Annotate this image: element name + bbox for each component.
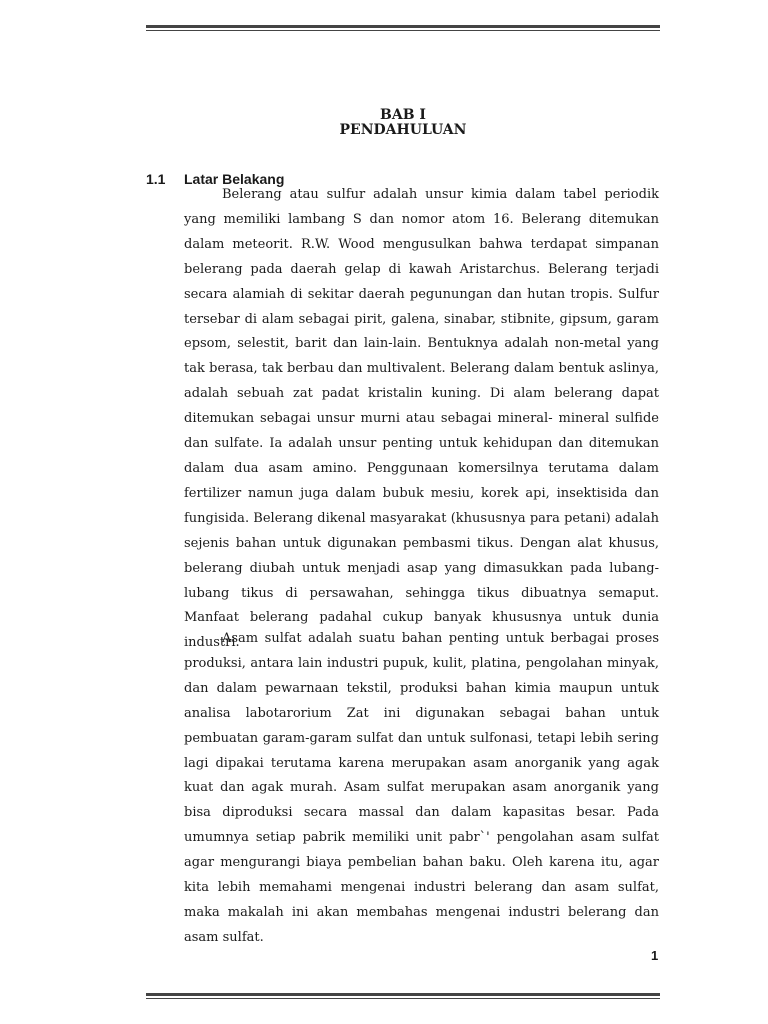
body-paragraph: Belerang atau sulfur adalah unsur kimia dalam tabel periodik yang memiliki lambang S dan nomor atom 16. Belerang ditemukan dalam meteorit. R.W. Wood mengusulkan bahwa terdapat simpanan belerang pada daerah gelap di kawah Aristarchus. Belerang terjadi secara alamiah di sekitar daerah pegunungan dan hutan tropis. Sulfur tersebar di alam sebagai pirit, galena, sinabar, stibnite, gipsum, garam epsom, selestit, barit dan lain-lain. Bentuknya adalah non-metal yang tak berasa, tak berbau dan multivalent. Belerang dalam bentuk aslinya, adalah sebuah zat padat kristalin kuning. Di alam belerang dapat ditemukan sebagai unsur murni atau sebagai mineral- mineral sulfide dan sulfate. Ia adalah unsur penting untuk kehidupan dan ditemukan dalam dua asam amino. Penggunaan komersilnya terutama dalam fertilizer namun juga dalam bubuk mesiu, korek api, insektisida dan fungisida. Belerang dikenal masyarakat (khususnya para petani) adalah sejenis bahan untuk digunakan pembasmi tikus. Dengan alat khusus, belerang diubah untuk menjadi asap yang dimasukkan pada lubang-lubang tikus di persawahan, sehingga tikus dibuatnya semaput. Manfaat belerang padahal cukup banyak khususnya untuk dunia industri. [184, 187, 659, 651]
page-number: 1 [651, 948, 659, 963]
body-paragraph: Asam sulfat adalah suatu bahan penting untuk berbagai proses produksi, antara lain industri pupuk, kulit, platina, pengolahan minyak, dan dalam pewarnaan tekstil, produksi bahan kimia maupun untuk analisa labotarorium Zat ini digunakan sebagai bahan untuk pembuatan garam-garam sulfat dan untuk sulfonasi, tetapi lebih sering lagi dipakai terutama karena merupakan asam anorganik yang agak kuat dan agak murah. Asam sulfat merupakan asam anorganik yang bisa diproduksi secara massal dan dalam kapasitas besar. Pada umumnya setiap pabrik memiliki unit pabr`' pengolahan asam sulfat agar mengurangi biaya pembelian bahan baku. Oleh karena itu, agar kita lebih memahami mengenai industri belerang dan asam sulfat, maka makalah ini akan membahas mengenai industri belerang dan asam sulfat. [184, 631, 659, 945]
header-rule [146, 25, 660, 31]
section-number: 1.1 [146, 171, 166, 187]
footer-rule [146, 993, 660, 999]
chapter-label: BAB I [380, 107, 426, 123]
section-title: Latar Belakang [184, 171, 285, 187]
chapter-title: PENDAHULUAN [339, 122, 467, 138]
